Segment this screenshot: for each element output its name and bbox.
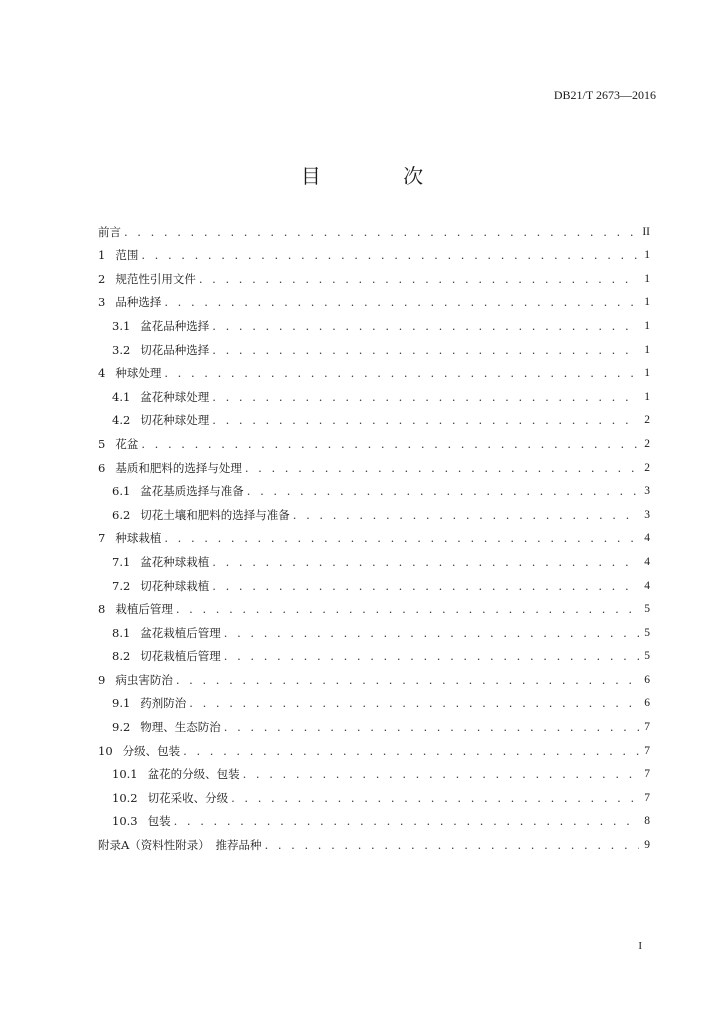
toc-entry[interactable] bbox=[98, 476, 650, 500]
toc-entry-label: 物理、生态防治 bbox=[140, 720, 221, 735]
toc-entry-page: 8 bbox=[644, 815, 650, 828]
toc-entry-number: 3.2 bbox=[112, 342, 131, 357]
toc-entry[interactable] bbox=[98, 310, 650, 334]
toc-entry-label: 切花采收、分级 bbox=[147, 790, 229, 805]
toc-entry-label: 品种选择 bbox=[115, 295, 162, 310]
toc-entry-label: 附录A（资料性附录） 推荐品种 bbox=[98, 838, 262, 853]
toc-entry-number: 4 bbox=[98, 366, 106, 381]
toc-entry-page: 7 bbox=[644, 791, 650, 804]
toc-entry-page: 1 bbox=[644, 296, 650, 309]
toc-leader-dots bbox=[224, 648, 639, 664]
toc-entry-label: 种球处理 bbox=[115, 366, 162, 381]
toc-entry[interactable] bbox=[98, 358, 650, 382]
toc-entry-page: 6 bbox=[644, 673, 650, 686]
toc-leader-dots bbox=[141, 247, 639, 263]
toc-entry[interactable] bbox=[98, 641, 650, 665]
toc-leader-dots bbox=[224, 719, 639, 735]
toc-entry-page: 4 bbox=[644, 579, 650, 592]
toc-entry-page: 1 bbox=[644, 390, 650, 403]
toc-entry-label: 切花种球栽植 bbox=[140, 578, 210, 593]
toc-leader-dots bbox=[124, 224, 639, 240]
toc-entry-page: 1 bbox=[644, 272, 650, 285]
toc-leader-dots bbox=[199, 271, 639, 287]
toc-leader-dots bbox=[212, 412, 639, 428]
toc-entry-number: 6.2 bbox=[112, 507, 131, 522]
toc-entry-label: 种球栽植 bbox=[115, 531, 162, 546]
toc-entry-label: 基质和肥料的选择与处理 bbox=[115, 460, 242, 475]
toc-leader-dots bbox=[141, 436, 639, 452]
toc-entry-page: 7 bbox=[644, 768, 650, 781]
toc-entry-label: 盆花品种选择 bbox=[140, 318, 210, 333]
toc-leader-dots bbox=[245, 460, 639, 476]
toc-entry-number: 3.1 bbox=[112, 318, 131, 333]
toc-entry-label: 盆花基质选择与准备 bbox=[140, 484, 244, 499]
toc-entry[interactable] bbox=[98, 263, 650, 287]
toc-leader-dots bbox=[265, 837, 639, 853]
toc-leader-dots bbox=[164, 530, 639, 546]
toc-entry[interactable] bbox=[98, 287, 650, 311]
toc-entry-label: 范围 bbox=[115, 248, 139, 263]
toc-leader-dots bbox=[183, 743, 639, 759]
toc-entry[interactable] bbox=[98, 334, 650, 358]
toc-entry-number: 8.1 bbox=[112, 625, 131, 640]
toc-leader-dots bbox=[212, 389, 639, 405]
toc-entry-number: 6.1 bbox=[112, 484, 131, 499]
toc-entry-number: 3 bbox=[98, 295, 106, 310]
toc-entry-page: 2 bbox=[644, 461, 650, 474]
toc-entry-label: 栽植后管理 bbox=[115, 602, 173, 617]
toc-entry-label: 病虫害防治 bbox=[115, 672, 173, 687]
toc-entry-label: 切花栽植后管理 bbox=[140, 649, 221, 664]
toc-entry[interactable] bbox=[98, 617, 650, 641]
toc-entry-number: 10 bbox=[98, 743, 113, 758]
page-title: 目 次 bbox=[300, 164, 462, 188]
page-number: I bbox=[638, 940, 642, 952]
toc-entry-page: 1 bbox=[644, 343, 650, 356]
toc-entry-page: 5 bbox=[644, 626, 650, 639]
toc-entry-number: 2 bbox=[98, 271, 106, 286]
toc-entry-page: 6 bbox=[644, 697, 650, 710]
toc-entry-page: 3 bbox=[644, 508, 650, 521]
toc-entry-number: 6 bbox=[98, 460, 106, 475]
toc-entry-page: 2 bbox=[644, 414, 650, 427]
toc-entry-page: 3 bbox=[644, 485, 650, 498]
toc-entry-number: 7.2 bbox=[112, 578, 131, 593]
toc-entry-page: 1 bbox=[644, 367, 650, 380]
toc-entry[interactable] bbox=[98, 782, 650, 806]
table-of-contents bbox=[98, 216, 650, 853]
toc-leader-dots bbox=[293, 507, 639, 523]
toc-entry-page: 4 bbox=[644, 555, 650, 568]
toc-entry[interactable] bbox=[98, 735, 650, 759]
toc-entry-page: 4 bbox=[644, 532, 650, 545]
toc-entry-label: 花盆 bbox=[115, 436, 139, 451]
toc-entry-page: 2 bbox=[644, 437, 650, 450]
toc-entry[interactable] bbox=[98, 452, 650, 476]
toc-leader-dots bbox=[212, 318, 639, 334]
toc-entry-number: 1 bbox=[98, 248, 106, 263]
toc-entry[interactable] bbox=[98, 688, 650, 712]
toc-entry-label: 切花品种选择 bbox=[140, 342, 210, 357]
toc-entry-number: 10.2 bbox=[112, 790, 138, 805]
toc-entry[interactable] bbox=[98, 428, 650, 452]
toc-entry[interactable] bbox=[98, 664, 650, 688]
toc-entry-label: 盆花的分级、包装 bbox=[147, 767, 240, 782]
toc-entry[interactable] bbox=[98, 240, 650, 264]
toc-entry-number: 10.1 bbox=[112, 767, 138, 782]
toc-entry-number: 8.2 bbox=[112, 649, 131, 664]
toc-leader-dots bbox=[176, 601, 639, 617]
toc-entry-label: 切花种球处理 bbox=[140, 413, 210, 428]
toc-entry-page: 5 bbox=[644, 650, 650, 663]
toc-entry-label: 盆花栽植后管理 bbox=[140, 625, 221, 640]
toc-entry[interactable] bbox=[98, 405, 650, 429]
toc-entry-label: 分级、包装 bbox=[122, 743, 181, 758]
toc-entry-page: 9 bbox=[644, 839, 650, 852]
toc-entry-label: 药剂防治 bbox=[140, 696, 187, 711]
toc-leader-dots bbox=[212, 578, 639, 594]
document-code: DB21/T 2673—2016 bbox=[553, 88, 656, 102]
toc-entry[interactable] bbox=[98, 216, 650, 240]
toc-entry-page: II bbox=[642, 225, 650, 238]
toc-entry[interactable] bbox=[98, 499, 650, 523]
toc-entry-number: 4.1 bbox=[112, 389, 131, 404]
toc-leader-dots bbox=[243, 766, 639, 782]
toc-entry-number: 10.3 bbox=[112, 814, 138, 829]
toc-entry-label: 切花土壤和肥料的选择与准备 bbox=[140, 507, 290, 522]
toc-entry[interactable] bbox=[98, 759, 650, 783]
toc-entry-page: 1 bbox=[644, 319, 650, 332]
toc-entry-number: 9 bbox=[98, 672, 106, 687]
toc-entry-page: 7 bbox=[644, 721, 650, 734]
toc-leader-dots bbox=[212, 554, 639, 570]
toc-leader-dots bbox=[189, 695, 639, 711]
toc-leader-dots bbox=[176, 672, 639, 688]
toc-leader-dots bbox=[247, 483, 639, 499]
toc-entry-number: 4.2 bbox=[112, 413, 131, 428]
toc-entry[interactable] bbox=[98, 523, 650, 547]
toc-entry-label: 规范性引用文件 bbox=[115, 271, 196, 286]
toc-entry-number: 7 bbox=[98, 531, 106, 546]
toc-entry[interactable] bbox=[98, 381, 650, 405]
toc-entry[interactable] bbox=[98, 829, 650, 853]
toc-entry[interactable] bbox=[98, 711, 650, 735]
toc-leader-dots bbox=[224, 625, 639, 641]
toc-entry[interactable] bbox=[98, 806, 650, 830]
toc-leader-dots bbox=[164, 294, 639, 310]
toc-entry-number: 7.1 bbox=[112, 554, 131, 569]
toc-entry-page: 1 bbox=[644, 249, 650, 262]
toc-entry-number: 5 bbox=[98, 436, 106, 451]
toc-entry[interactable] bbox=[98, 546, 650, 570]
toc-entry[interactable] bbox=[98, 570, 650, 594]
toc-entry-number: 8 bbox=[98, 602, 106, 617]
toc-entry-number: 9.2 bbox=[112, 720, 131, 735]
toc-leader-dots bbox=[231, 790, 639, 806]
toc-entry-label: 包装 bbox=[147, 814, 171, 829]
toc-leader-dots bbox=[164, 365, 639, 381]
toc-entry[interactable] bbox=[98, 594, 650, 618]
toc-entry-label: 前言 bbox=[98, 224, 121, 239]
toc-entry-page: 7 bbox=[644, 744, 650, 757]
toc-entry-label: 盆花种球栽植 bbox=[140, 554, 210, 569]
toc-leader-dots bbox=[212, 342, 639, 358]
toc-entry-number: 9.1 bbox=[112, 696, 131, 711]
toc-entry-page: 5 bbox=[644, 603, 650, 616]
toc-entry-label: 盆花种球处理 bbox=[140, 389, 210, 404]
toc-leader-dots bbox=[174, 813, 639, 829]
